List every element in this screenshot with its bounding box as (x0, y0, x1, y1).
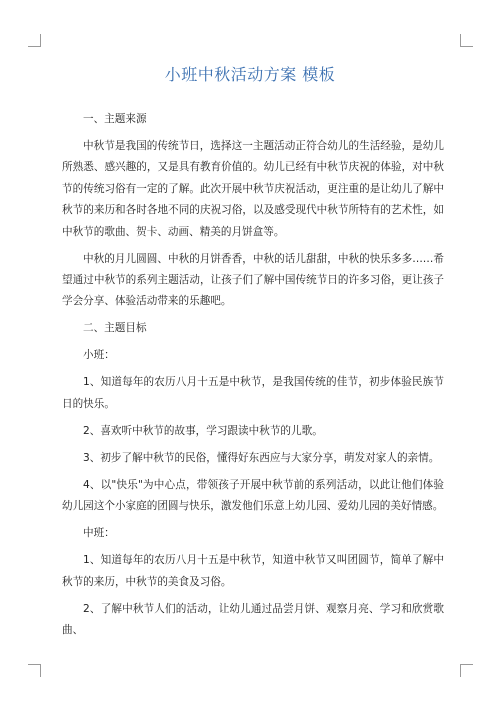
crop-mark-bottom-right (460, 664, 473, 677)
crop-mark-top-left (28, 34, 41, 47)
subheading-small-class: 小班： (83, 349, 115, 362)
goal-item-4: 4、以"快乐"为中心点，带领孩子开展中秋节前的系列活动，以此让他们体验幼儿园这个小家庭的团圆与快乐，激发他们乐意上幼儿园、爱幼儿园的美好情感。 (62, 478, 444, 513)
document-title: 小班中秋活动方案 模板 (164, 65, 336, 84)
document-body (62, 109, 444, 647)
paragraph-topic-hope: 中秋的月儿圆圆、中秋的月饼香香，中秋的话儿甜甜，中秋的快乐多多……希望通过中秋节的系列主题活动，让孩子们了解中国传统节日的许多习俗，更让孩子学会分享、体验活动带来的乐趣吧。 (62, 252, 444, 308)
middle-goal-item-1: 1、知道每年的农历八月十五是中秋节，知道中秋节又叫团圆节，简单了解中秋节的来历，中秋节的美食及习俗。 (62, 554, 444, 588)
paragraph-topic-source: 中秋节是我国的传统节日，选择这一主题活动正符合幼儿的生活经验，是幼儿所熟悉、感兴趣的，又是具有教育价值的。幼儿已经有中秋节庆祝的体验，对中秋节的传统习俗有一定的了解。此次开展中秋节庆祝活动，更注重的是让幼儿了解中秋节的来历和各时各地不同的庆祝习俗，以及感受现代中秋节所特有的艺术性，如中秋节的歌曲、贺卡、动画、精美的月饼盒等。 (62, 140, 444, 238)
crop-mark-top-right (460, 34, 473, 47)
goal-item-3: 3、初步了解中秋节的民俗，懂得好东西应与大家分享，萌发对家人的亲情。 (83, 451, 440, 464)
middle-goal-item-2: 2、了解中秋节人们的活动，让幼儿通过品尝月饼、观察月亮、学习和欣赏歌曲、 (62, 602, 444, 637)
goal-item-1: 1、知道每年的农历八月十五是中秋节，是我国传统的佳节，初步体验民族节日的快乐。 (62, 376, 444, 410)
crop-mark-bottom-left (28, 664, 41, 677)
section-heading-topic-goals: 二、主题目标 (83, 322, 147, 335)
goal-item-2: 2、喜欢听中秋节的故事，学习跟读中秋节的儿歌。 (83, 424, 323, 437)
section-heading-topic-source: 一、主题来源 (83, 113, 147, 125)
subheading-middle-class: 中班： (83, 527, 115, 540)
